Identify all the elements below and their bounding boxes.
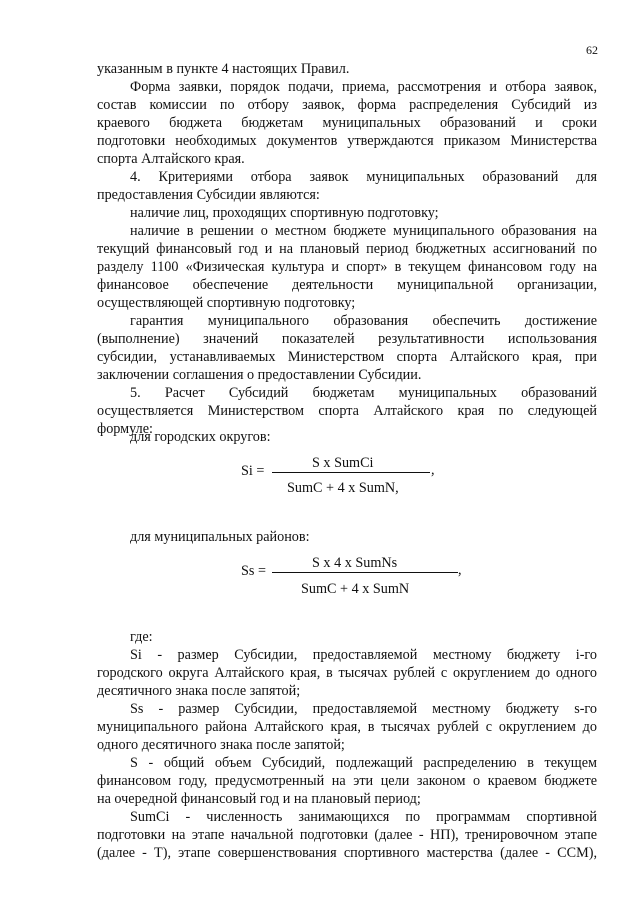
text-line: краевого бюджета бюджетам муниципальных образований и сроки (97, 115, 597, 131)
text-line: гарантия муниципального образования обеспечить достижение (130, 313, 597, 329)
text-line: для муниципальных районов: (130, 529, 310, 545)
formula-denominator: SumC + 4 x SumN, (287, 480, 399, 496)
text-line: текущий финансовый год и на плановый период бюджетных ассигнований по (97, 241, 597, 257)
text-line: подготовки на этапе начальной подготовки (далее - НП), тренировочном этапе (97, 827, 597, 843)
formula-lhs: Ss = (241, 563, 266, 579)
text-line: формуле: (97, 421, 153, 437)
formula-trail: , (458, 562, 462, 578)
text-line: на очередной финансовый год и на плановый период; (97, 791, 421, 807)
formula-denominator: SumC + 4 x SumN (301, 581, 410, 597)
fraction-line (272, 472, 430, 473)
text-line: финансовое обеспечение деятельности муниципальной организации, (97, 277, 597, 293)
text-line: Ss - размер Субсидии, предоставляемой местному бюджету s-го (130, 701, 597, 717)
text-line: заключении соглашения о предоставлении Субсидии. (97, 367, 422, 383)
page-number: 62 (586, 43, 598, 57)
fraction-line (272, 572, 458, 573)
text-line: наличие лиц, проходящих спортивную подготовку; (130, 205, 439, 221)
text-line: подготовки необходимых документов утверждаются приказом Министерства (97, 133, 597, 149)
formula-trail: , (431, 462, 435, 478)
text-line: наличие в решении о местном бюджете муниципального образования на (130, 223, 597, 239)
text-line: Форма заявки, порядок подачи, приема, рассмотрения и отбора заявок, (130, 79, 597, 95)
text-line: осуществляется Министерством спорта Алтайского края по следующей (97, 403, 597, 419)
text-line: 4. Критериями отбора заявок муниципальных образований для (130, 169, 597, 185)
text-line: городского округа Алтайского края, в тысячах рублей с округлением до одного (97, 665, 597, 681)
text-line: субсидии, устанавливаемых Министерством спорта Алтайского края, при (97, 349, 597, 365)
text-line: где: (130, 629, 153, 645)
text-line: S - общий объем Субсидий, подлежащий распределению в текущем (130, 755, 597, 771)
text-line: для городских округов: (130, 429, 271, 445)
formula-numerator: S x 4 x SumNs (312, 555, 398, 571)
text-line: осуществляющей спортивную подготовку; (97, 295, 356, 311)
formula-numerator: S x SumCi (312, 455, 374, 471)
text-line: состав комиссии по отбору заявок, форма распределения Субсидий из (97, 97, 597, 113)
text-line: Si - размер Субсидии, предоставляемой местному бюджету i-го (130, 647, 597, 663)
text-line: предоставления Субсидии являются: (97, 187, 320, 203)
text-line: десятичного знака после запятой; (97, 683, 301, 699)
text-line: SumCi - численность занимающихся по программам спортивной (130, 809, 597, 825)
text-line: спорта Алтайского края. (97, 151, 245, 167)
text-line: указанным в пункте 4 настоящих Правил. (97, 61, 350, 77)
text-line: (выполнение) значений показателей результативности использования (97, 331, 597, 347)
text-line: (далее - Т), этапе совершенствования спортивного мастерства (далее - ССМ), (97, 845, 597, 861)
text-line: разделу 1100 «Физическая культура и спорт» в текущем финансовом году на (97, 259, 597, 275)
formula-lhs: Si = (241, 463, 265, 479)
text-line: одного десятичного знака после запятой; (97, 737, 345, 753)
text-line: финансовом году, предусмотренный на эти цели законом о краевом бюджете (97, 773, 597, 789)
text-line: 5. Расчет Субсидий бюджетам муниципальных образований (130, 385, 597, 401)
text-line: муниципального района Алтайского края, в тысячах рублей с округлением до (97, 719, 597, 735)
